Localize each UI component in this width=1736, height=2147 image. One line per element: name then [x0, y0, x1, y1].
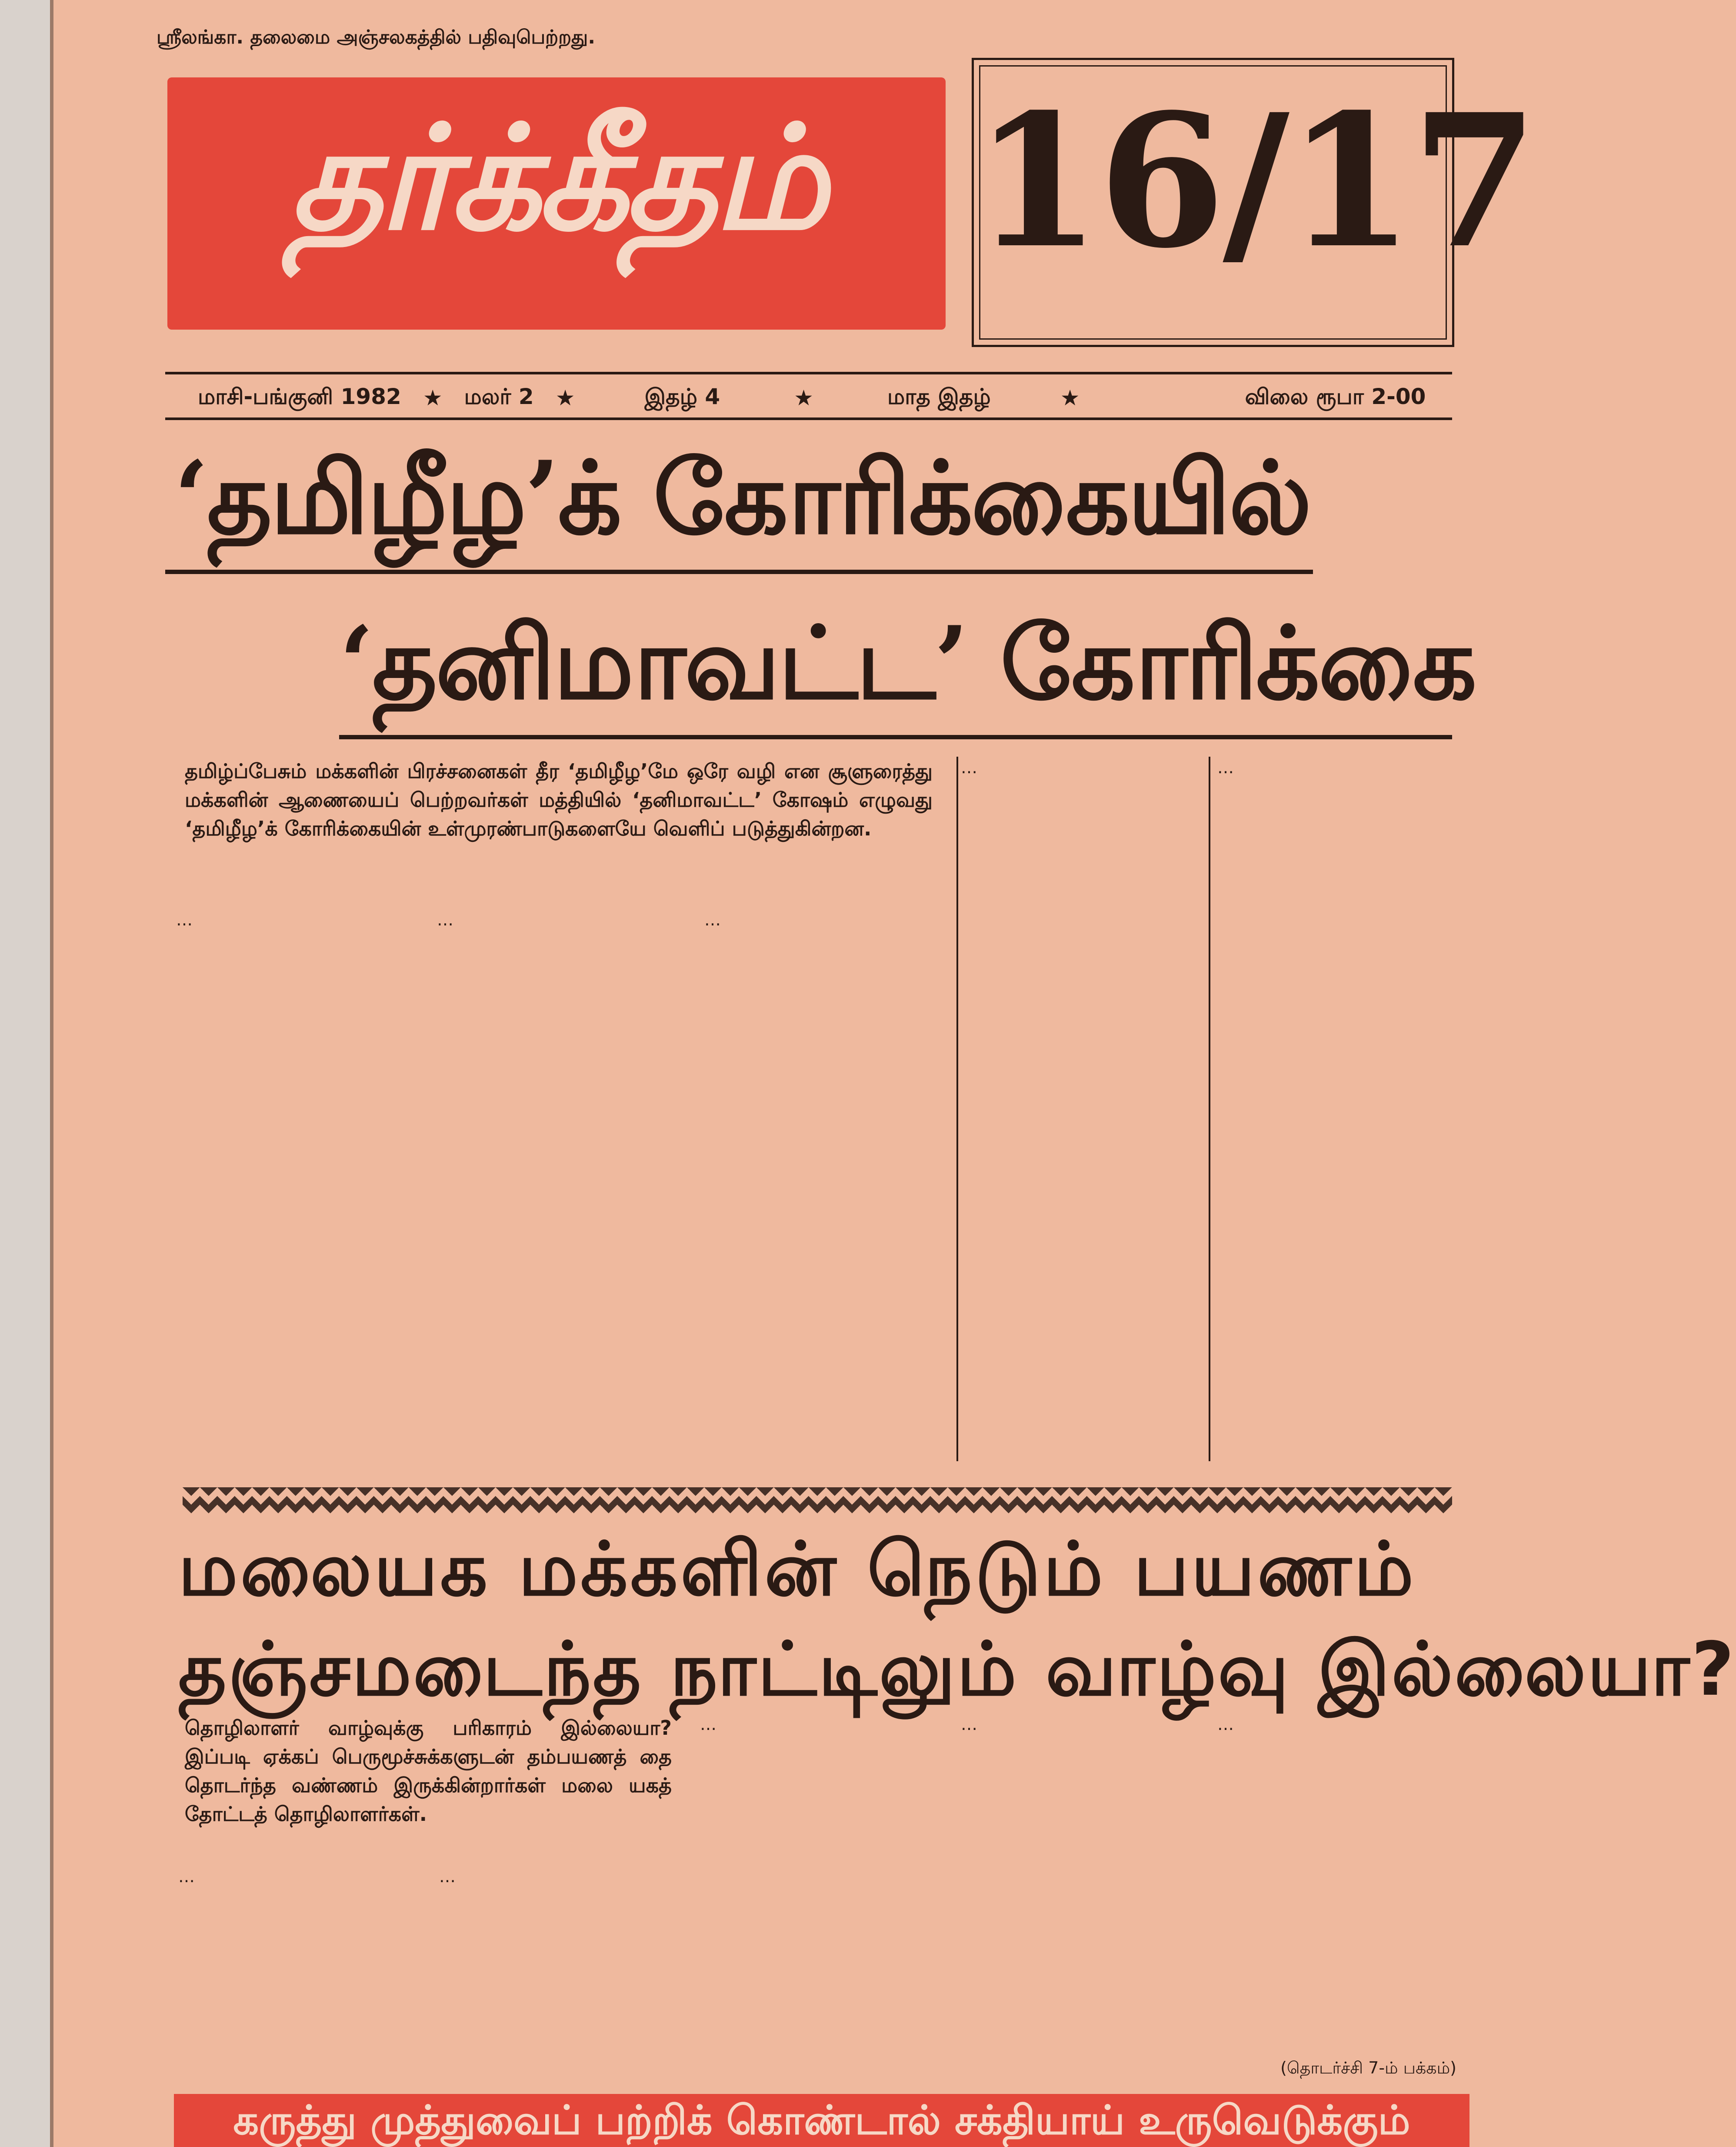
dateline-price: விலை ரூபா 2-00: [1245, 384, 1426, 409]
dateline-issue: இதழ் 4: [644, 384, 720, 409]
footer-banner: கருத்து முத்துவைப் பற்றிக் கொண்டால் சக்தியாய் உருவெடுக்கும்: [174, 2094, 1469, 2147]
column-divider: [1209, 757, 1210, 1461]
dateline-bottom-rule: [165, 417, 1452, 420]
article2-headline-line1: மலையக மக்களின் நெடும் பயணம்: [178, 1526, 1416, 1613]
dateline-volume: மலர் 2: [464, 384, 534, 409]
article1-column: …: [176, 910, 193, 929]
article1-column: …: [437, 910, 453, 929]
scan-margin: [0, 0, 50, 2147]
dateline-top-rule: [165, 372, 1452, 374]
continued-note: (தொடர்ச்சி 7-ம் பக்கம்): [1280, 2058, 1456, 2077]
dateline-period: மாசி-பங்குனி 1982: [198, 384, 401, 409]
masthead-logo: [167, 77, 946, 330]
star-icon: ★: [1060, 385, 1080, 411]
article1-headline-line2: ‘தனிமாவட்ட’ கோரிக்கை: [339, 604, 1475, 722]
issue-number: 16/17: [974, 74, 1536, 289]
article2-lead: தொழிலாளர் வாழ்வுக்கு பரிகாரம் இல்லையா? இப்படி ஏக்கப் பெருமூச்சுக்களுடன் தம்பயணத் தை தொடர்ந்த வண்ணம் இருக்கின்றார்கள் மலை யகத் தோட்டத் தொழிலாளர்கள்.: [185, 1716, 672, 1826]
page-edge: [50, 0, 53, 2147]
article2-column: …: [961, 1715, 977, 1734]
dateline-frequency: மாத இதழ்: [887, 384, 991, 409]
headline-rule: [339, 735, 1452, 739]
article2-column: …: [700, 1715, 716, 1734]
article2-column: …: [178, 1867, 195, 1886]
masthead-title: தர்க்கீதம்: [289, 95, 824, 262]
column-divider: [956, 757, 958, 1461]
headline-rule: [165, 570, 1313, 574]
dateline: [165, 378, 1448, 417]
article2-column: …: [439, 1867, 456, 1886]
article2-column: …: [1217, 1715, 1234, 1734]
article2-headline-line2: தஞ்சமடைந்த நாட்டிலும் வாழ்வு இல்லையா?: [178, 1626, 1736, 1713]
star-icon: ★: [423, 385, 443, 411]
zigzag-divider: [183, 1487, 1452, 1513]
article1-lead: தமிழ்ப்பேசும் மக்களின் பிரச்சனைகள் தீர ‘தமிழீழ’மே ஒரே வழி என சூளுரைத்து மக்களின் ஆணையைப் பெற்றவர்கள் மத்தியில் ‘தனிமாவட்ட’ கோஷம் எழுவது ‘தமிழீழ’க் கோரிக்கையின் உள்முரண்பாடுகளையே வெளிப் படுத்துகின்றன.: [185, 759, 933, 840]
article1-column: …: [1217, 758, 1234, 777]
article1-column: …: [704, 910, 721, 929]
article1-column: …: [961, 758, 977, 777]
issue-number-box: [972, 58, 1536, 347]
star-icon: ★: [555, 385, 575, 411]
registration-note: ஸ்ரீலங்கா. தலைமை அஞ்சலகத்தில் பதிவுபெற்றது.: [157, 26, 596, 48]
article1-headline-line1: ‘தமிழீழ’க் கோரிக்கையில்: [174, 439, 1310, 557]
star-icon: ★: [794, 385, 813, 411]
